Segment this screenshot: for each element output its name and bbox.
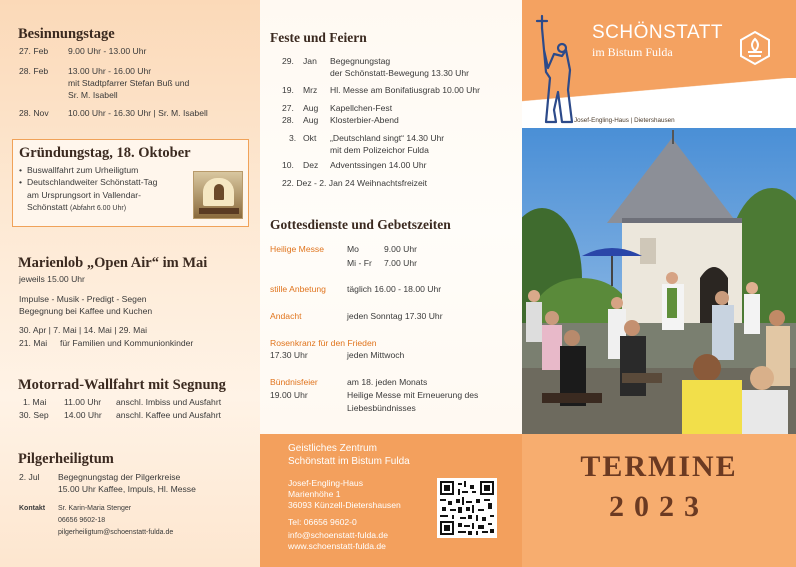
besinnung-text-2: 13.00 Uhr - 16.00 Uhr (68, 66, 152, 76)
rosenkranz-text: jeden Mittwoch (347, 350, 405, 360)
gruendungstag-heading: Gründungstag, 18. Oktober (19, 145, 191, 161)
buendnis-text-3: Liebesbündnisses (347, 403, 416, 413)
buendnis-label: Bündnisfeier (270, 377, 318, 387)
founder-figure-icon (532, 10, 580, 128)
feste-text: mit dem Polizeichor Fulda (330, 145, 429, 155)
feste-day: 19. (282, 85, 294, 95)
motorrad-time-1: 11.00 Uhr (64, 397, 102, 407)
feste-text: Hl. Messe am Bonifatiusgrab 10.00 Uhr (330, 85, 480, 95)
buendnis-text-2: Heilige Messe mit Erneuerung des (347, 390, 479, 400)
contact-web[interactable]: www.schoenstatt-fulda.de (288, 541, 386, 551)
motorrad-time-2: 14.00 Uhr (64, 410, 102, 420)
contact-tel[interactable]: Tel: 06656 9602-0 (288, 517, 357, 527)
motorrad-heading: Motorrad-Wallfahrt mit Segnung (18, 377, 226, 393)
motorrad-text-1: anschl. Imbiss und Ausfahrt (116, 397, 222, 407)
rosenkranz-time: 17.30 Uhr (270, 350, 308, 360)
marienlob-time: jeweils 15.00 Uhr (19, 274, 85, 284)
contact-street: Marienhöhe 1 (288, 489, 341, 499)
feste-heading: Feste und Feiern (270, 30, 367, 45)
gruendungstag-list (19, 164, 157, 216)
besinnung-text-4: Sr. M. Isabell (68, 90, 118, 100)
buendnis-text-1: am 18. jeden Monats (347, 377, 428, 387)
pilger-contact-phone: 06656 9602-18 (58, 517, 106, 524)
besinnungstage-heading: Besinnungstage (18, 26, 115, 42)
besinnung-date-1: 27. Feb (19, 46, 49, 56)
pilger-contact-name: Sr. Karin-Maria Stenger (58, 505, 132, 512)
feste-mon: Aug (303, 115, 319, 125)
motorrad-date-2: 30. Sep (19, 410, 49, 420)
marienlob-heading: Marienlob „Open Air“ im Mai (18, 255, 208, 271)
feste-text: Begegnungstag (330, 56, 391, 66)
feste-mon: Okt (303, 133, 317, 143)
feste-day: 10. (282, 160, 294, 170)
feste-text: Klosterbier-Abend (330, 115, 399, 125)
besinnung-date-2: 28. Feb (19, 66, 49, 76)
marienlob-dates: 30. Apr | 7. Mai | 14. Mai | 29. Mai (19, 325, 148, 335)
contact-box (260, 434, 522, 567)
messe-day: Mi - Fr (347, 258, 372, 268)
contact-mail[interactable]: info@schoenstatt-fulda.de (288, 530, 388, 540)
besinnung-text-1: 9.00 Uhr - 13.00 Uhr (68, 46, 147, 56)
feste-day: 28. (282, 115, 294, 125)
feste-mon: Jan (303, 56, 317, 66)
pilger-contact-mail[interactable]: pilgerheiligtum@schoenstatt-fulda.de (58, 529, 174, 536)
gruendungstag-box (12, 139, 249, 227)
andacht-label: Andacht (270, 311, 302, 321)
chapel-photo (522, 128, 796, 434)
buendnis-time: 19.00 Uhr (270, 390, 308, 400)
contact-city: 36093 Künzell-Dietershausen (288, 500, 401, 510)
feste-mon: Aug (303, 103, 319, 113)
gruendungstag-item: • Deutschlandweiter Schönstatt-Tag (19, 176, 157, 188)
feste-last: 22. Dez - 2. Jan 24 Weihnachtsfreizeit (282, 178, 428, 188)
marienlob-special-text: für Familien und Kommunionkinder (60, 338, 194, 348)
feste-mon: Mrz (303, 85, 318, 95)
qr-code[interactable] (437, 478, 497, 538)
brand-caption: Josef-Engling-Haus | Dietershausen (574, 117, 675, 124)
brand-subtitle: im Bistum Fulda (592, 45, 673, 59)
pilger-line-2: 15.00 Uhr Kaffee, Impuls, Hl. Messe (58, 484, 196, 494)
besinnung-text-3: mit Stadtpfarrer Stefan Buß und (68, 78, 190, 88)
pilger-line-1: Begegnungstag der Pilgerkreise (58, 472, 181, 482)
shrine-image (193, 171, 243, 219)
pilger-contact-label: Kontakt (19, 505, 46, 512)
contact-line-2: Schönstatt im Bistum Fulda (288, 456, 410, 467)
feste-text: Kapellchen-Fest (330, 103, 393, 113)
messe-label: Heilige Messe (270, 244, 324, 254)
brand-header (522, 0, 796, 130)
marienlob-desc-2: Begegnung bei Kaffee und Kuchen (19, 306, 153, 316)
motorrad-date-1: 1. Mai (23, 397, 47, 407)
termine-title: TERMINE (580, 450, 738, 483)
gottesdienste-heading: Gottesdienste und Gebetszeiten (270, 217, 451, 232)
termine-year: 2023 (609, 490, 709, 523)
pilger-date: 2. Jul (19, 472, 40, 482)
besinnung-date-5: 28. Nov (19, 108, 49, 118)
feste-mon: Dez (303, 160, 319, 170)
pilger-heading: Pilgerheiligtum (18, 451, 114, 467)
contact-house: Josef-Engling-Haus (288, 478, 363, 488)
gruendungstag-item-cont: am Ursprungsort in Vallendar- (27, 189, 141, 200)
motorrad-text-2: anschl. Kaffee und Ausfahrt (116, 410, 221, 420)
gruendungstag-item: • Buswallfahrt zum Urheiligtum (19, 164, 157, 176)
brand-title: SCHÖNSTATT (592, 22, 723, 43)
messe-time: 9.00 Uhr (384, 244, 417, 254)
feste-day: 3. (289, 133, 297, 143)
feste-day: 29. (282, 56, 294, 66)
anbetung-label: stille Anbetung (270, 284, 326, 294)
marienlob-desc-1: Impulse - Musik - Predigt - Segen (19, 294, 147, 304)
besinnung-text-5: 10.00 Uhr - 16.30 Uhr | Sr. M. Isabell (68, 108, 208, 118)
schoenstatt-logo-icon (737, 30, 773, 66)
messe-time: 7.00 Uhr (384, 258, 417, 268)
anbetung-text: täglich 16.00 - 18.00 Uhr (347, 284, 442, 294)
messe-day: Mo (347, 244, 359, 254)
termine-box (522, 434, 796, 567)
marienlob-special-date: 21. Mai (19, 338, 48, 348)
gruendungstag-item-cont: Schönstatt (Abfahrt 6.00 Uhr) (27, 202, 127, 213)
feste-day: 27. (282, 103, 294, 113)
andacht-text: jeden Sonntag 17.30 Uhr (347, 311, 443, 321)
feste-text: der Schönstatt-Bewegung 13.30 Uhr (330, 68, 470, 78)
contact-line-1: Geistliches Zentrum (288, 443, 377, 454)
feste-text: Adventssingen 14.00 Uhr (330, 160, 427, 170)
feste-text: „Deutschland singt“ 14.30 Uhr (330, 133, 445, 143)
rosenkranz-label: Rosenkranz für den Frieden (270, 338, 377, 348)
left-panel (0, 0, 260, 567)
